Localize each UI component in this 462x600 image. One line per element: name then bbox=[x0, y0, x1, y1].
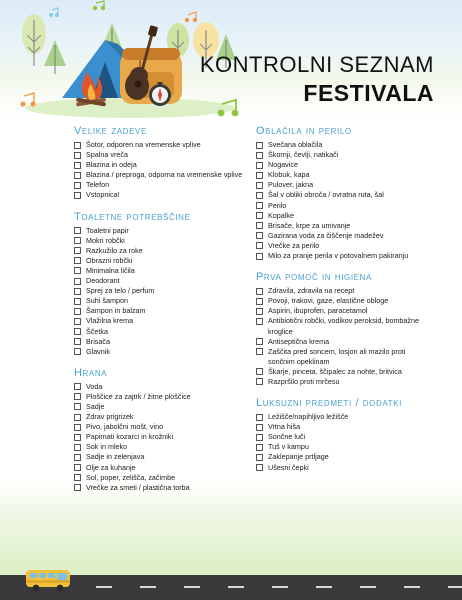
checklist-item bbox=[74, 392, 252, 402]
checklist-item-label: Papirnati kozarci in krožniki bbox=[86, 432, 174, 442]
checklist-item bbox=[256, 150, 434, 160]
checkbox[interactable] bbox=[256, 414, 263, 421]
checklist-item-label: Sadje in zelenjava bbox=[86, 452, 145, 462]
checklist-item bbox=[256, 422, 434, 432]
section-oblacila-in-perilo bbox=[256, 125, 434, 261]
checklist bbox=[256, 412, 434, 473]
checkbox[interactable] bbox=[256, 464, 263, 471]
checklist-item-label: Vrečke za perilo bbox=[268, 240, 320, 250]
page-title-line2: FESTIVALA bbox=[303, 80, 434, 106]
checkbox[interactable] bbox=[256, 444, 263, 451]
checkbox[interactable] bbox=[256, 348, 263, 355]
checkbox[interactable] bbox=[74, 434, 81, 441]
checkbox[interactable] bbox=[256, 212, 263, 219]
checkbox[interactable] bbox=[74, 484, 81, 491]
checklist bbox=[74, 140, 252, 201]
checklist-item-label: Telefon bbox=[86, 180, 110, 190]
road-dash bbox=[448, 586, 462, 588]
checklist bbox=[256, 140, 434, 261]
checklist-item-label: Toaletni papir bbox=[86, 225, 129, 235]
checkbox[interactable] bbox=[74, 192, 81, 199]
checklist-item bbox=[74, 160, 252, 170]
checklist-item bbox=[74, 256, 252, 266]
checklist-item bbox=[74, 190, 252, 200]
checklist-item-label: Antiseptična krema bbox=[268, 336, 330, 346]
music-note-icon bbox=[185, 12, 197, 22]
section-title: Oblačila in perilo bbox=[256, 125, 352, 137]
checklist-item bbox=[256, 432, 434, 442]
tree-icon bbox=[44, 40, 66, 74]
checkbox[interactable] bbox=[256, 222, 263, 229]
checklist-item bbox=[256, 306, 434, 316]
checklist-item-label: Voda bbox=[86, 381, 103, 391]
checklist-item-label: Sprej za telo / perfum bbox=[86, 286, 155, 296]
checklist-item-label: Ležišče/napihljivo ležišče bbox=[268, 412, 349, 422]
bus-icon bbox=[24, 568, 74, 594]
road-dash bbox=[316, 586, 332, 588]
checkbox[interactable] bbox=[74, 142, 81, 149]
checkbox[interactable] bbox=[74, 278, 81, 285]
section-velike-zadeve bbox=[74, 125, 252, 201]
checklist-item-label: Ščetka bbox=[86, 326, 108, 336]
checkbox[interactable] bbox=[74, 444, 81, 451]
section-title: Toaletne potrebščine bbox=[74, 210, 191, 223]
checklist-item bbox=[256, 463, 434, 473]
checklist-item-label: Sončne luči bbox=[268, 432, 306, 442]
checklist-item bbox=[256, 211, 434, 221]
checklist-item bbox=[74, 432, 252, 442]
checklist-item bbox=[74, 316, 252, 326]
checklist-item bbox=[256, 201, 434, 211]
checkbox[interactable] bbox=[74, 454, 81, 461]
checklist-item bbox=[74, 463, 252, 473]
checklist-item bbox=[256, 140, 434, 150]
section-hrana bbox=[74, 367, 252, 493]
checklist-item-label: Zaklepanje prtljage bbox=[268, 452, 329, 462]
checklist-item bbox=[256, 170, 434, 180]
checklist-item bbox=[74, 276, 252, 286]
checklist-item bbox=[74, 422, 252, 432]
checklist-item-label: Glavnik bbox=[86, 346, 110, 356]
checkbox[interactable] bbox=[256, 142, 263, 149]
checklist-item bbox=[74, 442, 252, 452]
checkbox[interactable] bbox=[74, 393, 81, 400]
music-note-icon bbox=[20, 93, 35, 107]
road-dash bbox=[96, 586, 112, 588]
checklist-item-label: Nogavice bbox=[268, 160, 298, 170]
checklist-item bbox=[256, 452, 434, 462]
checklist-item-label: Suhi šampon bbox=[86, 296, 128, 306]
checkbox[interactable] bbox=[256, 434, 263, 441]
checkbox[interactable] bbox=[74, 172, 81, 179]
checklist-item bbox=[74, 286, 252, 296]
checklist-item bbox=[74, 140, 252, 150]
checklist-item bbox=[256, 316, 434, 336]
checklist-item bbox=[256, 286, 434, 296]
checkbox[interactable] bbox=[256, 192, 263, 199]
road-dash bbox=[140, 586, 156, 588]
checklist-item bbox=[74, 452, 252, 462]
section-luksuzni-predmeti-dodatki bbox=[256, 397, 434, 473]
checklist-item-label: Vlažilna krema bbox=[86, 316, 134, 326]
checklist-item bbox=[74, 473, 252, 483]
tree-icon bbox=[22, 14, 46, 66]
checkbox[interactable] bbox=[74, 383, 81, 390]
checkbox[interactable] bbox=[256, 424, 263, 431]
checklist-item bbox=[74, 170, 252, 180]
checklist-item-label: Razpršilo proti mrčesu bbox=[268, 376, 340, 386]
checklist-item-label: Obrazni robčki bbox=[86, 255, 133, 265]
checklist-item-label: Aspirin, ibuprofen, paracetamol bbox=[268, 306, 368, 316]
checkbox[interactable] bbox=[74, 348, 81, 355]
page-title-line1: KONTROLNI SEZNAM bbox=[199, 52, 434, 77]
checkbox[interactable] bbox=[256, 202, 263, 209]
road-dash bbox=[228, 586, 244, 588]
checkbox[interactable] bbox=[256, 308, 263, 315]
checklist-item-label: Brisača bbox=[86, 336, 110, 346]
checklist-item-label: Povoji, trakovi, gaze, elastične obloge bbox=[268, 296, 389, 306]
checkbox[interactable] bbox=[256, 152, 263, 159]
checkbox[interactable] bbox=[74, 237, 81, 244]
checkbox[interactable] bbox=[74, 308, 81, 315]
checklist-item-label: Vrtna hiša bbox=[268, 422, 301, 432]
checkbox[interactable] bbox=[256, 318, 263, 325]
checklist-item-label: Šampon in balzam bbox=[86, 306, 146, 316]
checklist-item-label: Kopalke bbox=[268, 210, 294, 220]
checklist-item-label: Ploščice za zajtrk / žitne ploščice bbox=[86, 391, 191, 401]
checklist-item-label: Gazirana voda za čiščenje madežev bbox=[268, 230, 384, 240]
checklist-item bbox=[74, 296, 252, 306]
checkbox[interactable] bbox=[256, 298, 263, 305]
right-column bbox=[256, 125, 434, 483]
checklist-item-label: Zdrav prigrizek bbox=[86, 412, 134, 422]
road-dash bbox=[184, 586, 200, 588]
checkbox[interactable] bbox=[74, 464, 81, 471]
checklist-item bbox=[256, 296, 434, 306]
checklist-item bbox=[74, 236, 252, 246]
checkbox[interactable] bbox=[74, 152, 81, 159]
road-dash bbox=[360, 586, 376, 588]
checklist-item-label: Deodorant bbox=[86, 276, 120, 286]
checklist-item-label: Svečana oblačila bbox=[268, 140, 323, 149]
checklist-item-label: Vstopnica! bbox=[86, 190, 120, 200]
section-title: Hrana bbox=[74, 366, 108, 379]
road-dash bbox=[272, 586, 288, 588]
checklist-item-label: Škarje, pinceta, ščipalec za nohte, britvica bbox=[268, 366, 402, 376]
checklist-item bbox=[74, 266, 252, 276]
checklist-item bbox=[74, 180, 252, 190]
checklist bbox=[74, 382, 252, 493]
checklist-item-label: Mokri robčki bbox=[86, 235, 125, 245]
checklist-item-label: Zdravila, zdravila na recept bbox=[268, 286, 355, 296]
road-dash bbox=[404, 586, 420, 588]
checklist-item-label: Klobuk, kapa bbox=[268, 170, 310, 180]
checklist-item-label: Sadje bbox=[86, 401, 105, 411]
checkbox[interactable] bbox=[74, 257, 81, 264]
checkbox[interactable] bbox=[74, 288, 81, 295]
checkbox[interactable] bbox=[74, 162, 81, 169]
checkbox[interactable] bbox=[74, 474, 81, 481]
checklist-item-label: Sok in mleko bbox=[86, 442, 128, 452]
checklist-item-label: Brisače, krpe za umivanje bbox=[268, 220, 351, 230]
checklist-item bbox=[256, 180, 434, 190]
checklist-item-label: Tuš v kampu bbox=[268, 442, 309, 452]
checklist-item bbox=[74, 337, 252, 347]
checklist-item-label: Milo za pranje perila v potovalnem pakiranju bbox=[268, 251, 409, 261]
checklist bbox=[74, 226, 252, 357]
checkbox[interactable] bbox=[74, 298, 81, 305]
checklist-item bbox=[256, 337, 434, 347]
checklist-item-label: Vrečke za smeti / plastična torba bbox=[86, 482, 190, 492]
checklist-item-label: Pulover, jakna bbox=[268, 180, 314, 190]
checklist-item-label: Škornji, čevlji, natikači bbox=[268, 150, 339, 160]
checklist-item-label: Minimalna ličila bbox=[86, 265, 135, 275]
checkbox[interactable] bbox=[74, 424, 81, 431]
section-title: Velike zadeve bbox=[74, 125, 147, 137]
checklist-item-label: Šotor, odporen na vremenske vplive bbox=[86, 140, 201, 149]
checklist-item bbox=[74, 306, 252, 316]
checkbox[interactable] bbox=[256, 162, 263, 169]
checkbox[interactable] bbox=[256, 232, 263, 239]
checklist-item bbox=[256, 221, 434, 231]
checkbox[interactable] bbox=[256, 182, 263, 189]
left-column bbox=[74, 125, 252, 503]
checkbox[interactable] bbox=[74, 247, 81, 254]
checkbox[interactable] bbox=[256, 454, 263, 461]
checklist-item-label: Razkužilo za roke bbox=[86, 245, 143, 255]
checkbox[interactable] bbox=[74, 328, 81, 335]
checklist-item bbox=[74, 327, 252, 337]
checklist bbox=[256, 286, 434, 387]
checkbox[interactable] bbox=[256, 288, 263, 295]
music-note-icon bbox=[93, 1, 105, 10]
checklist-item bbox=[256, 367, 434, 377]
checklist-item bbox=[74, 483, 252, 493]
checklist-item bbox=[256, 241, 434, 251]
checklist-item bbox=[256, 412, 434, 422]
checkbox[interactable] bbox=[256, 378, 263, 385]
checklist-item-label: Olje za kuhanje bbox=[86, 462, 136, 472]
checklist-item bbox=[74, 347, 252, 357]
checklist-item bbox=[74, 402, 252, 412]
checkbox[interactable] bbox=[256, 368, 263, 375]
checklist-item bbox=[256, 251, 434, 261]
checkbox[interactable] bbox=[74, 267, 81, 274]
checklist-item-label: Sol, poper, zelišča, začimbe bbox=[86, 472, 176, 482]
checkbox[interactable] bbox=[256, 172, 263, 179]
section-title: Luksuzni predmeti / dodatki bbox=[256, 397, 402, 410]
checkbox[interactable] bbox=[74, 318, 81, 325]
section-toaletne-potrebscine bbox=[74, 211, 252, 357]
section-title: Prva pomoč in higiena bbox=[256, 271, 372, 284]
checklist-item-label: Ušesni čepki bbox=[268, 462, 309, 472]
checkbox[interactable] bbox=[74, 414, 81, 421]
section-prva-pomoc-in-higiena bbox=[256, 271, 434, 387]
checklist-item bbox=[256, 377, 434, 387]
checkbox[interactable] bbox=[74, 338, 81, 345]
checkbox[interactable] bbox=[256, 338, 263, 345]
checklist-item-label: Antibiotični robčki, vodikov peroksid, bombažne kroglice bbox=[268, 316, 420, 336]
checklist-item bbox=[256, 231, 434, 241]
checklist-item bbox=[74, 382, 252, 392]
checklist-item bbox=[256, 347, 434, 367]
checklist-item bbox=[74, 226, 252, 236]
checklist-item bbox=[74, 246, 252, 256]
music-note-icon bbox=[49, 8, 59, 17]
checklist-item bbox=[74, 412, 252, 422]
checklist-item bbox=[256, 160, 434, 170]
checkbox[interactable] bbox=[74, 182, 81, 189]
checklist-item-label: Perilo bbox=[268, 200, 287, 210]
checklist-item bbox=[256, 190, 434, 200]
checklist-item-label: Pivo, jabolčni mošt, vino bbox=[86, 422, 164, 432]
checkbox[interactable] bbox=[256, 242, 263, 249]
checkbox[interactable] bbox=[74, 403, 81, 410]
checklist-item-label: Spalna vreča bbox=[86, 150, 128, 160]
checkbox[interactable] bbox=[74, 227, 81, 234]
checkbox[interactable] bbox=[256, 253, 263, 260]
checklist-item-label: Zaščita pred soncem, losjon ali mazilo proti sončnim opeklinam bbox=[268, 346, 406, 366]
checklist-item-label: Šal v obliki obroča / ovratna ruta, šal bbox=[268, 190, 384, 200]
checklist-item bbox=[74, 150, 252, 160]
checklist-item-label: Blazina / preproga, odporna na vremenske vplive bbox=[86, 170, 243, 180]
checklist-item-label: Blazina in odeja bbox=[86, 160, 137, 170]
checklist-item bbox=[256, 442, 434, 452]
